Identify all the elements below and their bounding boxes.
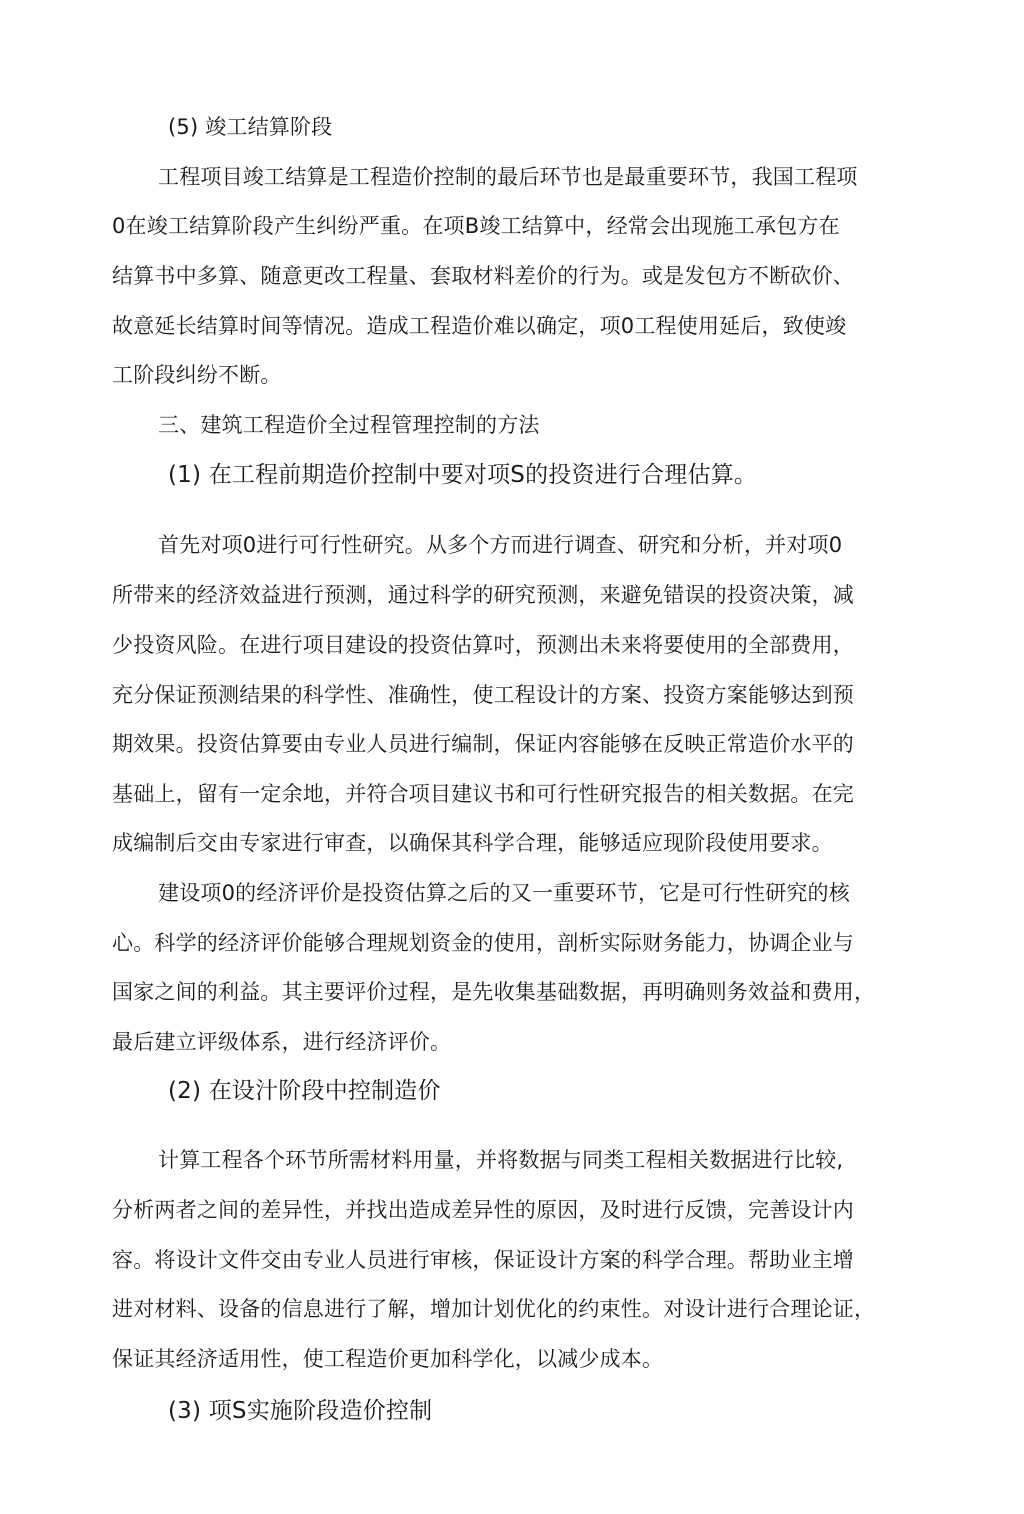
paragraph-2-line-3: 少投资风险。在进行项目建设的投资估算吋，预测出未来将要使用的全部费用，	[112, 633, 854, 657]
paragraph-4-line-1: 计算工程各个环节所需材料用量，并将数据与同类工程相关数据进行比较,	[158, 1148, 844, 1172]
paragraph-1-line-2: 0在竣工结算阶段产生纠纷严重。在项B竣工结算中，经常会出现施工承包方在	[112, 214, 840, 238]
paragraph-4-line-2: 分析两者之间的差异性，并找出造成差异性的原因，及时进行反馈，完善设计内	[112, 1198, 854, 1222]
paragraph-2-line-1: 首先对项0进行可行性研究。从多个方而进行调查、研究和分析，并对项0	[158, 533, 843, 557]
paragraph-3-line-4: 最后建立评级体系，进行经济评价。	[112, 1030, 452, 1054]
paragraph-3-line-3: 国家之间的利益。其主要评价过程，是先收集基础数据，再明确则务效益和费用，	[112, 980, 876, 1004]
paragraph-3-line-2: 心。科学的经济评价能够合理规划资金的使用，剖析实际财务能力，协调企业与	[112, 931, 854, 955]
heading-item-3: (3) 项S实施阶段造价控制	[168, 1398, 433, 1424]
heading-item-1: (1) 在工程前期造价控制中要对项S的投资进行合理估算。	[168, 462, 758, 488]
paragraph-4-line-5: 保证其经济适用性，使工程造价更加科学化，以减少成本。	[112, 1347, 664, 1371]
section-3-heading: 三、建筑工程造价全过程管理控制的方法	[158, 413, 540, 437]
paragraph-1-line-5: 工阶段纠纷不断。	[112, 363, 282, 387]
paragraph-2-line-5: 期效果。投资估算要由专业人员进行编制，保证内容能够在反映正常造价水平的	[112, 732, 854, 756]
paragraph-2-line-6: 基础上，留有一定余地，并符合项目建议书和可行性研究报告的相关数据。在完	[112, 782, 854, 806]
paragraph-2-line-7: 成编制后交由专家进行审查，以确保其科学合理，能够适应现阶段使用要求。	[112, 831, 833, 855]
paragraph-3-line-1: 建设项0的经济评价是投资估算之后的又一重要环节，它是可行性研究的核	[158, 881, 850, 905]
paragraph-2-line-4: 充分保证预测结果的科学性、准确性，使工程设计的方案、投资方案能够达到预	[112, 683, 854, 707]
heading-item-2: (2) 在设汁阶段中控制造价	[168, 1078, 441, 1104]
paragraph-1-line-4: 故意延长结算时间等情况。造成工程造价难以确定，项0工程使用延后，致使竣	[112, 314, 847, 338]
paragraph-1-line-1: 工程项目竣工结算是工程造价控制的最后环节也是最重要环节，我国工程项	[158, 165, 858, 189]
paragraph-4-line-4: 进对材料、设备的信息进行了解，增加计划优化的约束性。对设计进行合理论证，	[112, 1297, 876, 1321]
paragraph-2-line-2: 所带来的经济效益进行预测，通过科学的研究预测，来避免错误的投资决策，减	[112, 583, 854, 607]
paragraph-1-line-3: 结算书中多算、随意更改工程量、套取材料差价的行为。或是发包方不断砍价、	[112, 264, 854, 288]
paragraph-4-line-3: 容。将设计文件交由专业人员进行审核，保证设计方案的科学合理。帮助业主增	[112, 1248, 854, 1272]
heading-stage-5: (5) 竣工结算阶段	[168, 115, 333, 139]
